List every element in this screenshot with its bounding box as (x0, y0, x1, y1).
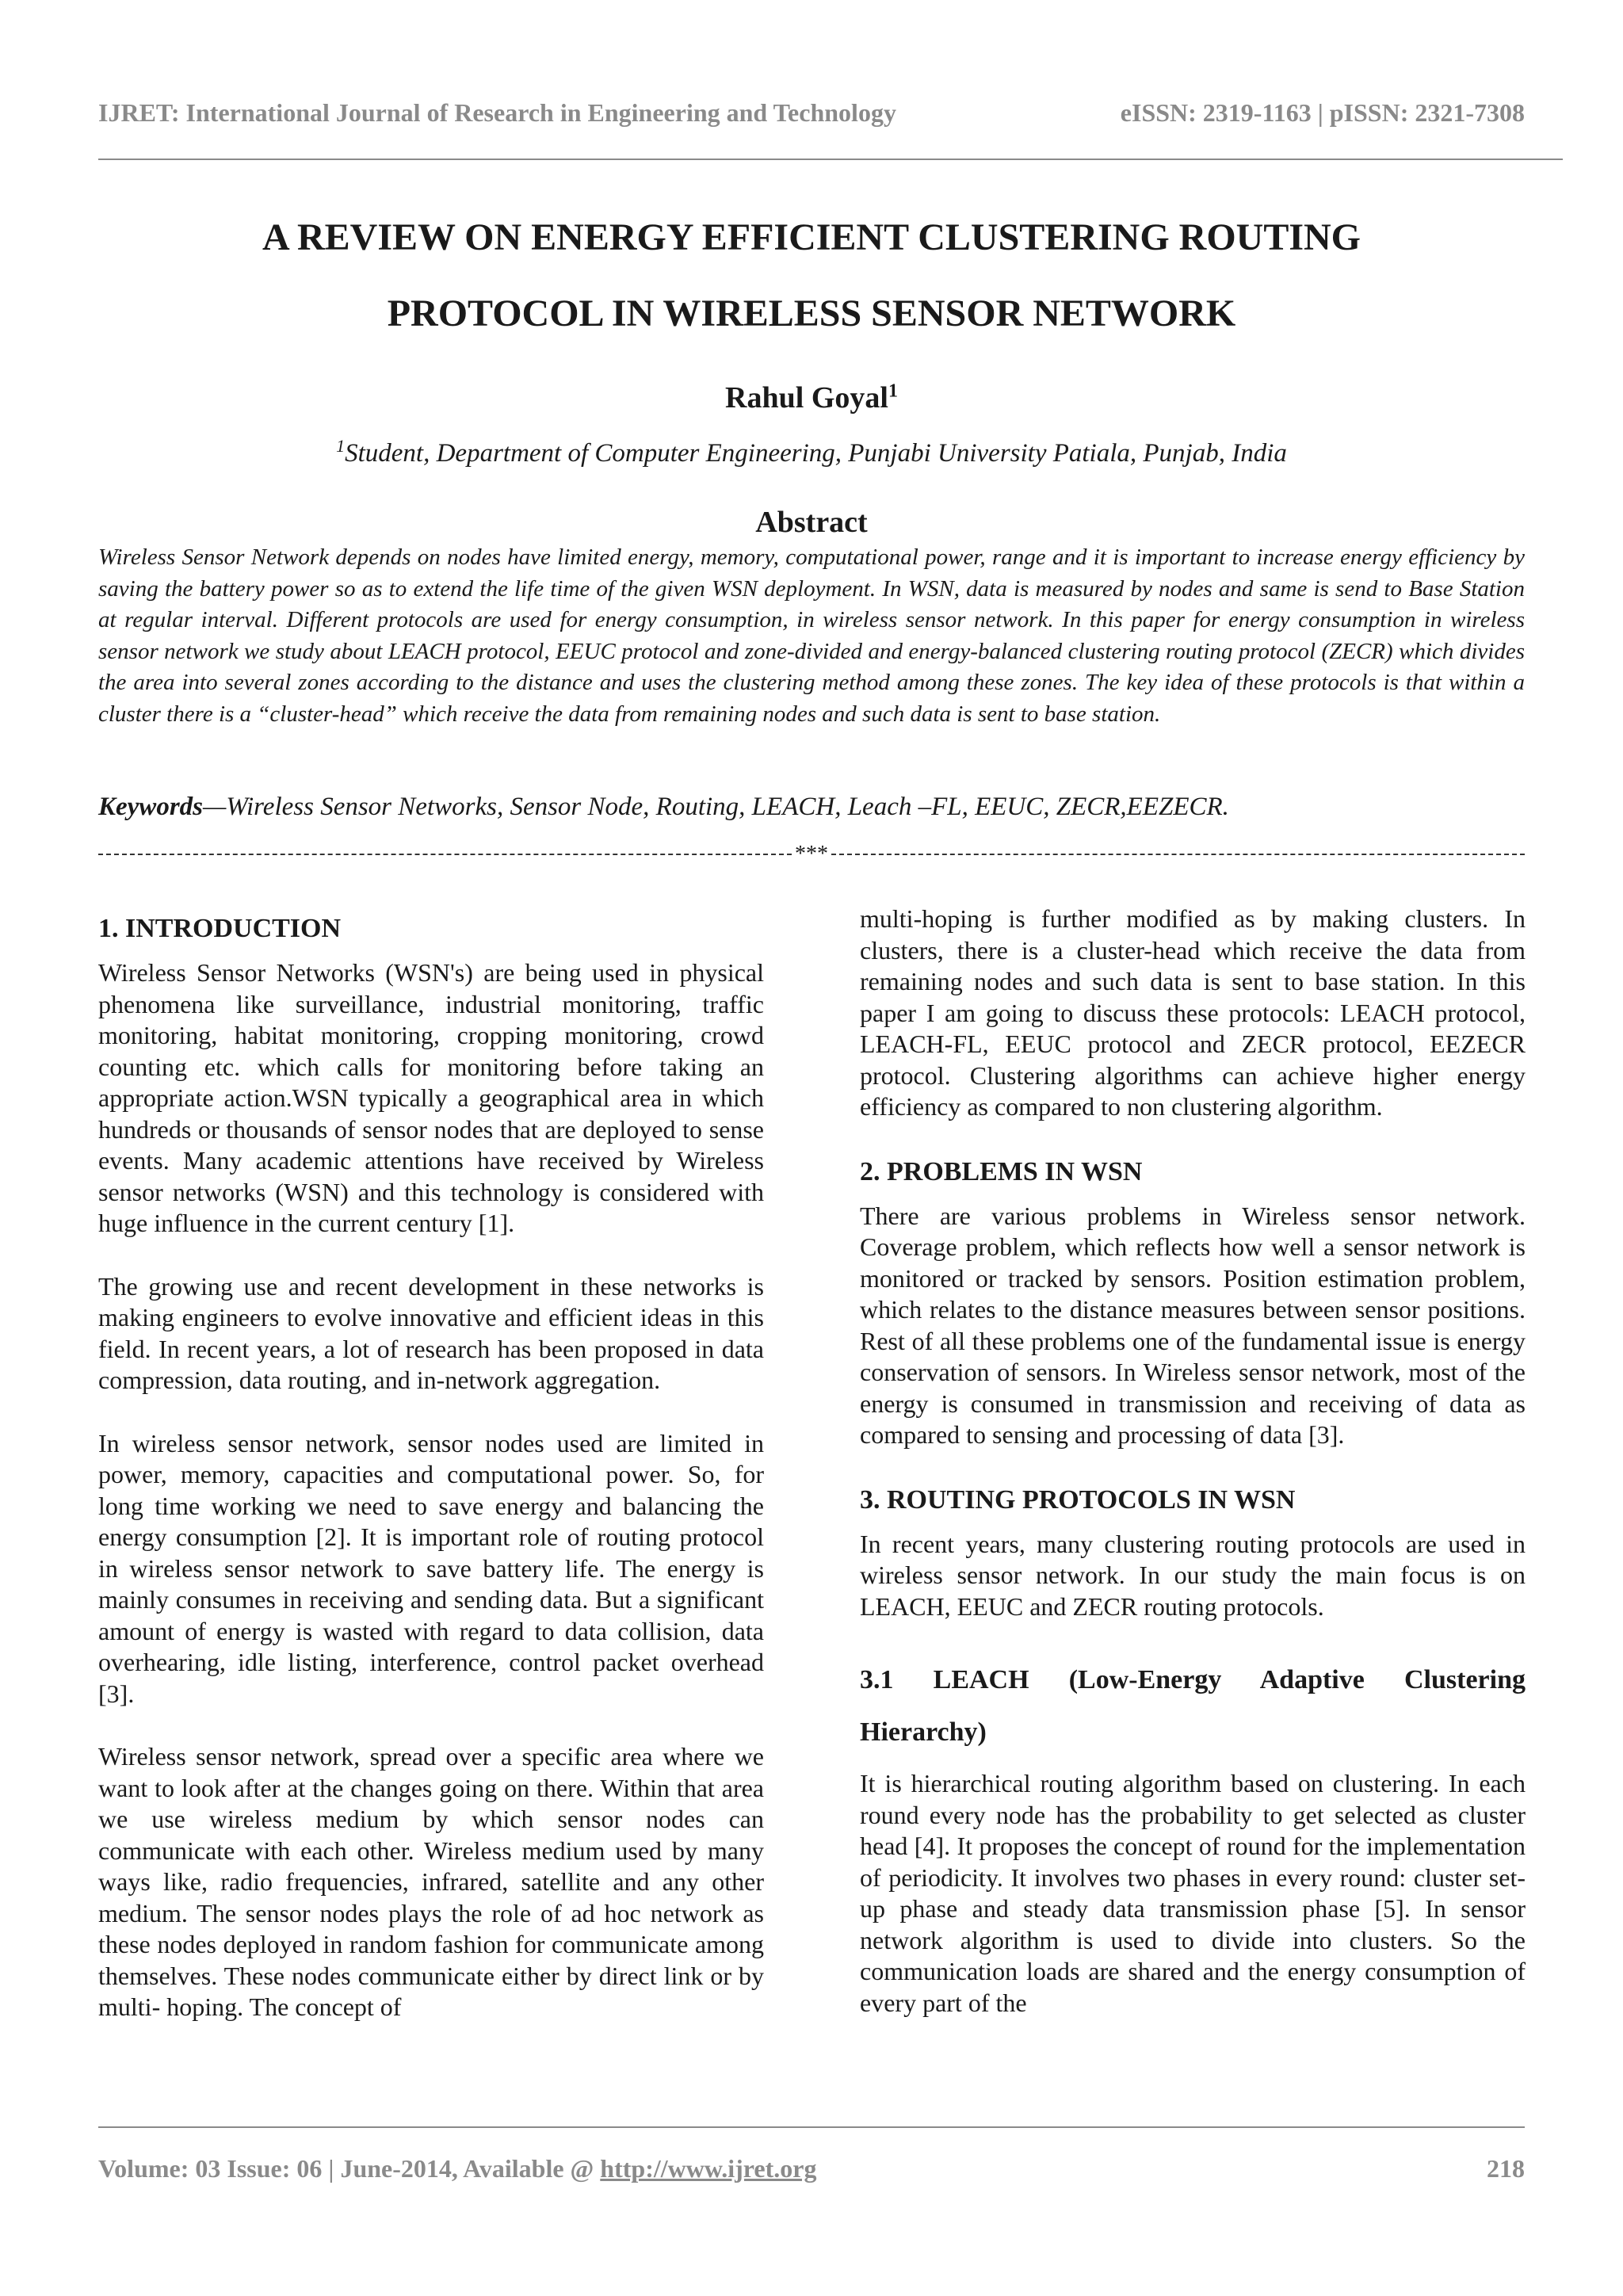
heading-routing-protocols: 3. ROUTING PROTOCOLS IN WSN (860, 1484, 1296, 1515)
heading-leach: 3.1 LEACH (Low-Energy Adaptive Clustering Hierarchy) (860, 1665, 1526, 1747)
author-name: Rahul Goyal (725, 381, 888, 415)
section-separator (98, 842, 1525, 867)
left-column (98, 911, 764, 2055)
separator-stars: *** (795, 842, 828, 866)
header-rule (98, 159, 1563, 160)
paper-title (98, 200, 1525, 352)
paragraph: There are various problems in Wireless sensor network. Coverage problem, which reflects how well a sensor network is monitored or tracked by sensors. Position estimation problem, which relates to the distance measures between sensor positions. Rest of all these problems one of the fundamental issue is energy conservation of sensors. In Wireless sensor network, most of the energy is consumed in transmission and receiving of data as compared to sensing and processing of data [3]. (860, 1201, 1526, 1449)
running-footer (98, 2154, 1525, 2183)
paragraph: Wireless Sensor Networks (WSN's) are being used in physical phenomena like surveillance, industrial monitoring, traffic monitoring, habitat monitoring, cropping monitoring, crowd counting etc. which calls for monitoring before taking an appropriate action.WSN typically a geographical area in which hundreds or thousands of sensor nodes that are deployed to sense events. Many academic attentions have received by Wireless sensor networks (WSN) and this technology is considered with huge influence in the current century [1]. (98, 958, 764, 1237)
affiliation (98, 436, 1525, 468)
paragraph: Wireless sensor network, spread over a specific area where we want to look after at the changes going on there. Within that area we use wireless medium by which sensor nodes can communicate with each other. Wireless medium used by many ways like, radio frequencies, infrared, satellite and any other medium. The sensor nodes plays the role of ad hoc network as these nodes deployed in random fashion for communicate among themselves. These nodes communicate either by direct link or by multi- hoping. The concept of (98, 1742, 764, 2021)
keywords (98, 793, 1525, 822)
right-column (860, 904, 1526, 2050)
abstract-heading: Abstract (755, 506, 868, 539)
keywords-label: Keywords (98, 793, 203, 821)
paragraph: In recent years, many clustering routing protocols are used in wireless sensor network. In our study the main focus is on LEACH, EEUC and ZECR routing protocols. (860, 1529, 1526, 1621)
author-sup: 1 (888, 380, 898, 402)
abstract-text: Wireless Sensor Network depends on nodes have limited energy, memory, computational power, range and it is important to increase energy efficiency by saving the battery power so as to extend the life time of the given WSN deployment. In WSN, data is measured by nodes and same is send to Base Station at regular interval. Different protocols are used for energy consumption, in wireless sensor network. In this paper for energy consumption in wireless sensor network we study about LEACH protocol, EEUC protocol and zone-divided and energy-balanced clustering routing protocol (ZECR) which divides the area into several zones according to the distance and uses the clustering method among these zones. The key idea of these protocols is that within a cluster there is a “cluster-head” which receive the data from remaining nodes and such data is sent to base station. (98, 544, 1525, 727)
affiliation-text: Student, Department of Computer Engineering, Punjabi University Patiala, Punjab, India (345, 439, 1287, 468)
footer-volume-info: Volume: 03 Issue: 06 | June-2014, Available @ http://www.ijret.org (98, 2154, 817, 2183)
title-line-1: A REVIEW ON ENERGY EFFICIENT CLUSTERING ROUTING (262, 216, 1361, 258)
heading-introduction: 1. INTRODUCTION (98, 914, 342, 943)
journal-link[interactable]: http://www.ijret.org (600, 2154, 817, 2183)
paragraph: multi-hoping is further modified as by making clusters. In clusters, there is a cluster-head which receive the data from remaining nodes and such data is sent to base station. In this paper I am going to discuss these protocols: LEACH protocol, LEACH-FL, EEUC protocol and ZECR protocol, EEZECR protocol. Clustering algorithms can achieve higher energy efficiency as compared to non clustering algorithm. (860, 904, 1526, 1121)
paragraph: In wireless sensor network, sensor nodes used are limited in power, memory, capacities and computational power. So, for long time working we need to save energy and balancing the energy consumption [2]. It is important role of routing protocol in wireless sensor network to save battery life. The energy is mainly consumes in receiving and sending data. But a significant amount of energy is wasted with regard to data collision, data overhearing, idle listing, interference, control packet overhead [3]. (98, 1428, 764, 1708)
affiliation-sup: 1 (336, 436, 346, 456)
running-header (98, 98, 1525, 128)
heading-problems: 2. PROBLEMS IN WSN (860, 1156, 1143, 1186)
journal-name: IJRET: International Journal of Research in Engineering and Technology (98, 98, 896, 127)
paragraph: It is hierarchical routing algorithm based on clustering. In each round every node has the probability to get selected as cluster head [4]. It proposes the concept of round for the implementation of periodicity. It involves two phases in every round: cluster set-up phase and steady data transmission phase [5]. In sensor network algorithm is used to divide into clusters. So the communication loads are shared and the energy consumption of every part of the (860, 1769, 1526, 2017)
footer-rule (98, 2126, 1525, 2128)
paragraph: The growing use and recent development in these networks is making engineers to evolve innovative and efficient ideas in this field. In recent years, a lot of research has been proposed in data compression, data routing, and in-network aggregation. (98, 1271, 764, 1394)
keywords-text: —Wireless Sensor Networks, Sensor Node, Routing, LEACH, Leach –FL, EEUC, ZECR,EEZECR. (203, 793, 1229, 821)
author (98, 380, 1525, 415)
issn-info: eISSN: 2319-1163 | pISSN: 2321-7308 (1120, 98, 1525, 127)
title-line-2: PROTOCOL IN WIRELESS SENSOR NETWORK (387, 292, 1236, 334)
page-number: 218 (1487, 2154, 1525, 2183)
